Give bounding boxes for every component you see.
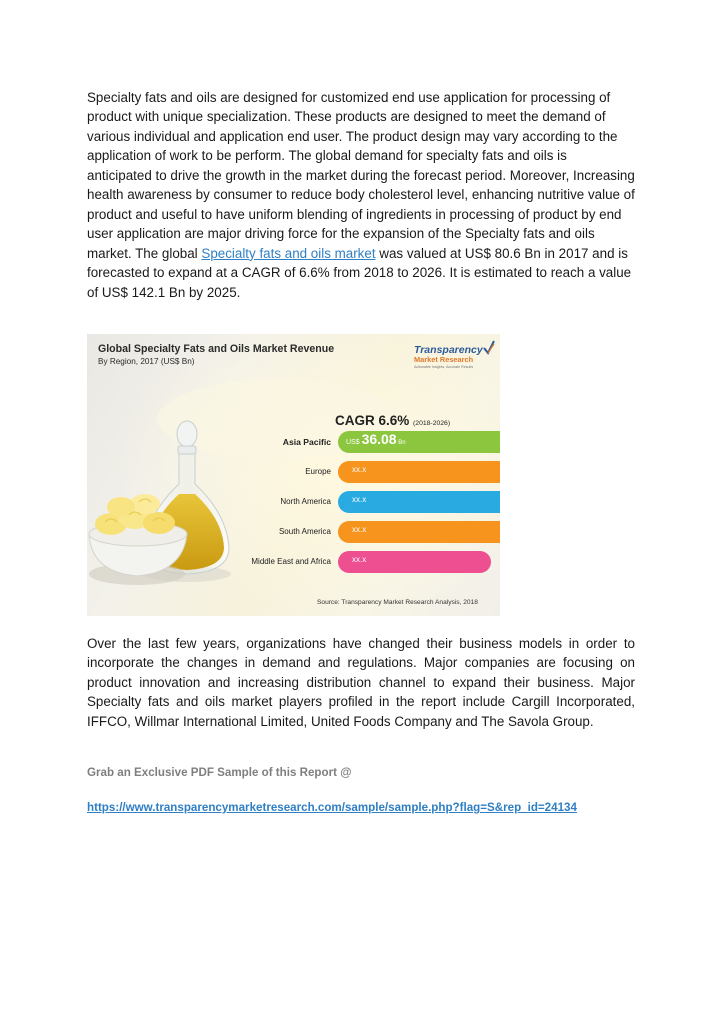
region-bar [338,521,500,543]
value-suffix: Bn [396,440,406,446]
bar-value-label [346,431,406,447]
cagr-label: CAGR 6.6% [335,413,410,428]
region-label: Middle East and Africa [251,557,331,566]
region-bar [338,461,500,483]
bar-value-label: xx.x [352,555,367,564]
cagr-annotation [335,413,450,428]
tmr-logo [414,344,496,369]
sample-report-link[interactable]: https://www.transparencymarketresearch.com/sample/sample.php?flag=S&rep_id=24134 [87,801,577,814]
logo-sub: Market Research [414,355,474,364]
infographic-subtitle: By Region, 2017 (US$ Bn) [98,357,195,366]
region-bar [338,491,500,513]
region-bar [338,431,500,453]
sample-cta-text: Grab an Exclusive PDF Sample of this Report @ [87,766,352,779]
specialty-fats-market-link[interactable]: Specialty fats and oils market [201,245,376,261]
infographic-source: Source: Transparency Market Research Analysis, 2018 [317,599,478,606]
logo-name: Transparency [414,344,483,356]
region-label: Asia Pacific [282,437,331,447]
region-label: North America [280,497,331,506]
bar-value-label: xx.x [352,525,367,534]
logo-tagline: Actionable Insights, Accurate Results [414,365,474,369]
cagr-years: (2018-2026) [413,420,451,427]
intro-text-after-link: was valued at US$ 80.6 Bn in 2017 and is forecasted to expand at a CAGR of 6.6% from 2018 to 2026. It is estimated to reach a value of US$ 142.1 Bn by 2025. [87,245,632,300]
checkmark-icon [482,340,496,356]
region-label: Europe [305,467,331,476]
companies-paragraph: Over the last few years, organizations have changed their business models in order to incorporate the changes in demand and regulations. Major companies are focusing on product innovation and increasing distribution channel to expand their business. Major Specialty fats and oils market players profiled in the report include Cargill Incorporated, IFFCO, Willmar International Limited, United Foods Company and The Savola Group. [87,636,635,729]
intro-text-before-link: Specialty fats and oils are designed for customized end use application for processing of product with unique specialization. These products are designed to meet the demand of various individual and application end user. The product design may vary according to the application of work to be perform. The global demand for specialty fats and oils is anticipated to drive the growth in the market during the forecast period. Moreover, Increasing health awareness by consumer to reduce body cholesterol level, enhancing nutritive value of product and useful to have uniform blending of ingredients in processing of product by end user application are major driving force for the expansion of the Specialty fats and oils market. The global [87,90,635,261]
bar-value-label: xx.x [352,495,367,504]
bar-value-label: xx.x [352,465,367,474]
value-prefix: US$ [346,439,362,446]
region-label: South America [278,527,331,536]
market-revenue-infographic [87,334,500,616]
infographic-title: Global Specialty Fats and Oils Market Revenue [98,343,335,355]
intro-paragraph [87,88,635,302]
value-number: 36.08 [361,431,397,447]
region-bar [338,551,491,573]
